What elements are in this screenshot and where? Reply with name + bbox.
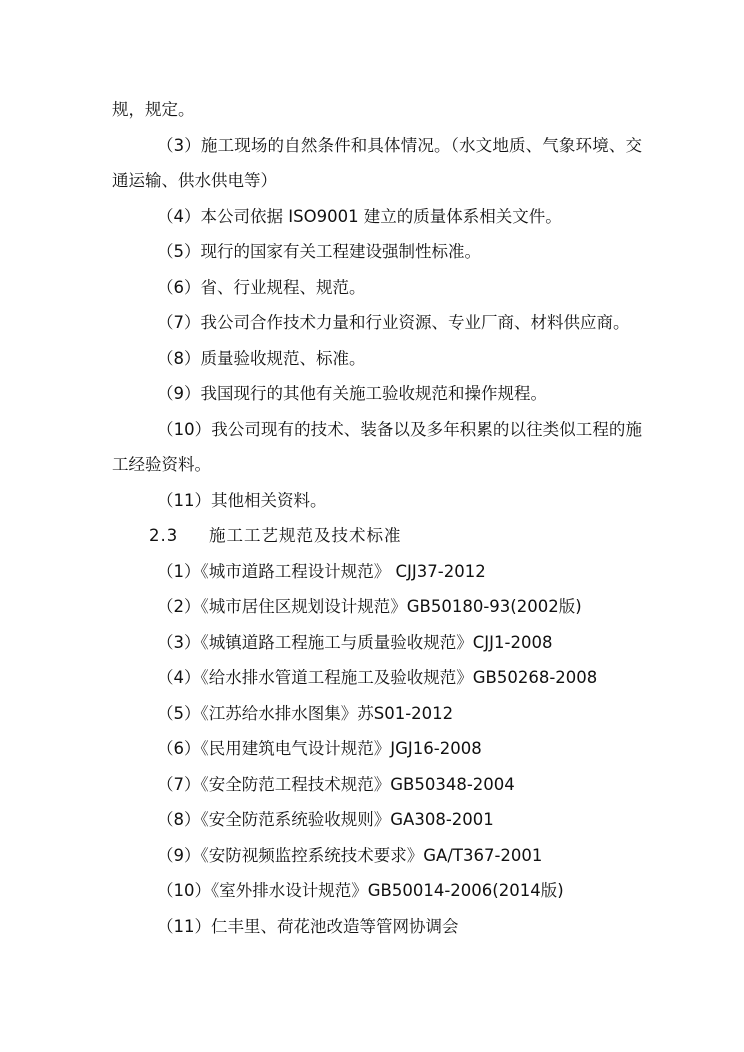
- basis-item-11: （11）其他相关资料。: [157, 490, 327, 510]
- standard-item-3: （3）《城镇道路工程施工与质量验收规范》CJJ1-2008: [157, 632, 553, 652]
- section-number: 2.3: [149, 526, 179, 545]
- basis-item-9: （9）我国现行的其他有关施工验收规范和操作规程。: [157, 384, 547, 403]
- paragraph-continuation: 规，规定。: [112, 100, 195, 119]
- section-title: 施工工艺规范及技术标准: [209, 526, 402, 545]
- basis-item-7: （7）我公司合作技术力量和行业资源、专业厂商、材料供应商。: [157, 313, 630, 332]
- standard-item-10: （10）《室外排水设计规范》GB50014-2006(2014版): [157, 881, 564, 900]
- basis-item-4: （4）本公司依据 ISO9001 建立的质量体系相关文件。: [157, 206, 562, 226]
- basis-item-5: （5）现行的国家有关工程建设强制性标准。: [157, 242, 481, 261]
- basis-item-3: （3）施工现场的自然条件和具体情况。（水文地质、气象环境、交通运输、供水供电等）: [112, 135, 642, 190]
- basis-item-10: （10）我公司现有的技术、装备以及多年积累的以往类似工程的施工经验资料。: [112, 419, 642, 474]
- standard-item-6: （6）《民用建筑电气设计规范》JGJ16-2008: [157, 739, 482, 758]
- section-heading: [112, 518, 642, 554]
- standard-item-2: （2）《城市居住区规划设计规范》GB50180-93(2002版): [157, 597, 582, 616]
- standard-item-9: （9）《安防视频监控系统技术要求》GA/T367-2001: [157, 845, 543, 865]
- standard-item-7: （7）《安全防范工程技术规范》GB50348-2004: [157, 774, 515, 794]
- document-body: [112, 92, 642, 944]
- standard-item-1: （1）《城市道路工程设计规范》 CJJ37-2012: [157, 561, 486, 581]
- standard-item-5: （5）《江苏给水排水图集》苏S01-2012: [157, 703, 454, 723]
- basis-item-8: （8）质量验收规范、标准。: [157, 348, 366, 368]
- standard-item-4: （4）《给水排水管道工程施工及验收规范》GB50268-2008: [157, 668, 598, 687]
- standard-item-11: （11）仁丰里、荷花池改造等管网协调会: [157, 916, 459, 936]
- standard-item-8: （8）《安全防范系统验收规则》GA308-2001: [157, 810, 494, 829]
- basis-item-6: （6）省、行业规程、规范。: [157, 277, 366, 297]
